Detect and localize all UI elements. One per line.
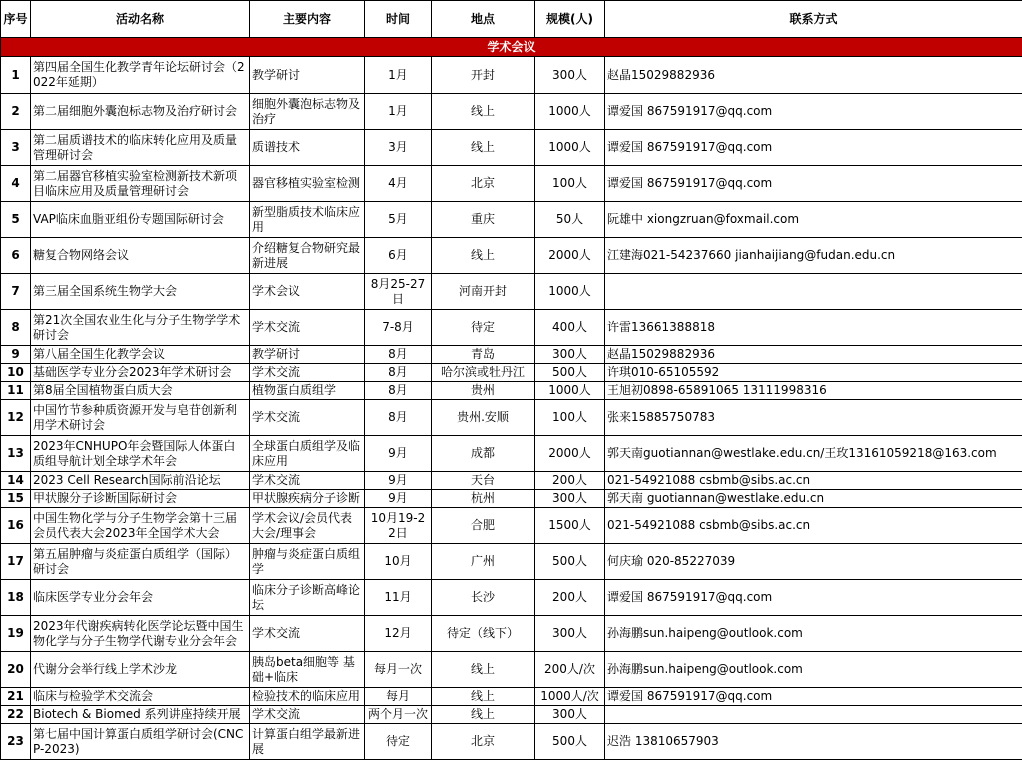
cell-content: 学术交流 <box>250 472 365 490</box>
cell-time: 10月 <box>365 544 432 580</box>
table-row <box>1 310 1022 346</box>
cell-content: 质谱技术 <box>250 130 365 166</box>
cell-name: 第二届器官移植实验室检测新技术新项目临床应用及质量管理研讨会 <box>31 166 250 202</box>
cell-index: 3 <box>1 130 31 166</box>
cell-time: 1月 <box>365 94 432 130</box>
table-row <box>1 616 1022 652</box>
cell-time: 7-8月 <box>365 310 432 346</box>
cell-index: 4 <box>1 166 31 202</box>
cell-scale: 500人 <box>535 544 605 580</box>
cell-scale: 300人 <box>535 346 605 364</box>
cell-content: 全球蛋白质组学及临床应用 <box>250 436 365 472</box>
cell-index: 22 <box>1 706 31 724</box>
cell-name: 代谢分会举行线上学术沙龙 <box>31 652 250 688</box>
cell-scale: 200人 <box>535 472 605 490</box>
cell-scale: 1000人 <box>535 130 605 166</box>
cell-content: 学术交流 <box>250 400 365 436</box>
cell-name: VAP临床血脂亚组份专题国际研讨会 <box>31 202 250 238</box>
cell-contact: 谭爱国 867591917@qq.com <box>605 688 1022 706</box>
table-row <box>1 688 1022 706</box>
table-row <box>1 472 1022 490</box>
table-row <box>1 130 1022 166</box>
cell-index: 7 <box>1 274 31 310</box>
cell-content: 教学研讨 <box>250 57 365 94</box>
cell-place: 线上 <box>432 130 535 166</box>
cell-index: 2 <box>1 94 31 130</box>
cell-contact: 孙海鹏sun.haipeng@outlook.com <box>605 616 1022 652</box>
cell-name: 临床医学专业分会年会 <box>31 580 250 616</box>
cell-place: 待定（线下） <box>432 616 535 652</box>
header-scale: 规模(人) <box>535 1 605 38</box>
cell-scale: 100人 <box>535 400 605 436</box>
cell-time: 每月一次 <box>365 652 432 688</box>
cell-name: 甲状腺分子诊断国际研讨会 <box>31 490 250 508</box>
cell-contact <box>605 274 1022 310</box>
cell-name: 2023年CNHUPO年会暨国际人体蛋白质组导航计划全球学术年会 <box>31 436 250 472</box>
cell-time: 5月 <box>365 202 432 238</box>
header-index: 序号 <box>1 1 31 38</box>
cell-contact: 谭爱国 867591917@qq.com <box>605 580 1022 616</box>
cell-scale: 500人 <box>535 724 605 760</box>
cell-content: 学术交流 <box>250 310 365 346</box>
cell-content: 学术交流 <box>250 616 365 652</box>
cell-name: 第八届全国生化教学会议 <box>31 346 250 364</box>
cell-name: 第8届全国植物蛋白质大会 <box>31 382 250 400</box>
cell-content: 学术交流 <box>250 706 365 724</box>
cell-place: 北京 <box>432 724 535 760</box>
cell-time: 8月 <box>365 400 432 436</box>
cell-content: 学术交流 <box>250 364 365 382</box>
cell-index: 19 <box>1 616 31 652</box>
cell-scale: 1000人/次 <box>535 688 605 706</box>
cell-content: 介绍糖复合物研究最新进展 <box>250 238 365 274</box>
cell-place: 杭州 <box>432 490 535 508</box>
cell-time: 待定 <box>365 724 432 760</box>
cell-name: 第七届中国计算蛋白质组学研讨会(CNCP-2023) <box>31 724 250 760</box>
cell-content: 教学研讨 <box>250 346 365 364</box>
cell-place: 线上 <box>432 688 535 706</box>
table-row <box>1 706 1022 724</box>
cell-contact: 谭爱国 867591917@qq.com <box>605 166 1022 202</box>
cell-contact: 郭天南 guotiannan@westlake.edu.cn <box>605 490 1022 508</box>
table-row <box>1 436 1022 472</box>
cell-content: 学术会议/会员代表大会/理事会 <box>250 508 365 544</box>
cell-index: 13 <box>1 436 31 472</box>
cell-scale: 300人 <box>535 706 605 724</box>
cell-content: 器官移植实验室检测 <box>250 166 365 202</box>
cell-place: 开封 <box>432 57 535 94</box>
cell-time: 12月 <box>365 616 432 652</box>
cell-contact: 郭天南guotiannan@westlake.edu.cn/王玫13161059218@163.com <box>605 436 1022 472</box>
cell-place: 贵州 <box>432 382 535 400</box>
cell-scale: 300人 <box>535 57 605 94</box>
cell-place: 合肥 <box>432 508 535 544</box>
cell-place: 北京 <box>432 166 535 202</box>
cell-content: 检验技术的临床应用 <box>250 688 365 706</box>
cell-time: 两个月一次 <box>365 706 432 724</box>
table-row <box>1 652 1022 688</box>
cell-time: 8月25-27日 <box>365 274 432 310</box>
cell-scale: 400人 <box>535 310 605 346</box>
cell-place: 长沙 <box>432 580 535 616</box>
cell-name: 第五届肿瘤与炎症蛋白质组学（国际）研讨会 <box>31 544 250 580</box>
cell-scale: 1500人 <box>535 508 605 544</box>
cell-index: 10 <box>1 364 31 382</box>
cell-name: 基础医学专业分会2023年学术研讨会 <box>31 364 250 382</box>
cell-name: 2023 Cell Research国际前沿论坛 <box>31 472 250 490</box>
cell-index: 18 <box>1 580 31 616</box>
cell-contact: 许琪010-65105592 <box>605 364 1022 382</box>
cell-place: 线上 <box>432 706 535 724</box>
table-row <box>1 544 1022 580</box>
header-row <box>1 1 1022 38</box>
table-row <box>1 274 1022 310</box>
cell-index: 12 <box>1 400 31 436</box>
cell-name: 第四届全国生化教学青年论坛研讨会（2022年延期） <box>31 57 250 94</box>
cell-time: 6月 <box>365 238 432 274</box>
cell-time: 9月 <box>365 490 432 508</box>
cell-name: 第三届全国系统生物学大会 <box>31 274 250 310</box>
cell-index: 17 <box>1 544 31 580</box>
cell-scale: 1000人 <box>535 94 605 130</box>
cell-place: 成都 <box>432 436 535 472</box>
cell-place: 河南开封 <box>432 274 535 310</box>
header-content: 主要内容 <box>250 1 365 38</box>
cell-contact: 赵晶15029882936 <box>605 346 1022 364</box>
cell-index: 11 <box>1 382 31 400</box>
table-row <box>1 580 1022 616</box>
cell-scale: 300人 <box>535 490 605 508</box>
cell-place: 线上 <box>432 238 535 274</box>
cell-scale: 2000人 <box>535 436 605 472</box>
cell-contact: 迟浩 13810657903 <box>605 724 1022 760</box>
cell-index: 6 <box>1 238 31 274</box>
cell-contact: 孙海鹏sun.haipeng@outlook.com <box>605 652 1022 688</box>
cell-name: Biotech & Biomed 系列讲座持续开展 <box>31 706 250 724</box>
cell-place: 线上 <box>432 652 535 688</box>
cell-time: 1月 <box>365 57 432 94</box>
cell-name: 第21次全国农业生化与分子生物学学术研讨会 <box>31 310 250 346</box>
cell-index: 23 <box>1 724 31 760</box>
cell-scale: 1000人 <box>535 274 605 310</box>
cell-content: 细胞外囊泡标志物及治疗 <box>250 94 365 130</box>
cell-content: 新型脂质技术临床应用 <box>250 202 365 238</box>
cell-index: 20 <box>1 652 31 688</box>
section-title: 学术会议 <box>1 38 1022 57</box>
table-row <box>1 724 1022 760</box>
cell-time: 10月19-22日 <box>365 508 432 544</box>
cell-content: 甲状腺疾病分子诊断 <box>250 490 365 508</box>
cell-content: 临床分子诊断高峰论坛 <box>250 580 365 616</box>
table-row <box>1 490 1022 508</box>
cell-contact: 阮雄中 xiongzruan@foxmail.com <box>605 202 1022 238</box>
cell-scale: 200人/次 <box>535 652 605 688</box>
table-row <box>1 166 1022 202</box>
cell-scale: 50人 <box>535 202 605 238</box>
cell-index: 8 <box>1 310 31 346</box>
cell-content: 植物蛋白质组学 <box>250 382 365 400</box>
cell-scale: 100人 <box>535 166 605 202</box>
cell-contact: 何庆瑜 020-85227039 <box>605 544 1022 580</box>
cell-scale: 200人 <box>535 580 605 616</box>
cell-contact: 江建海021-54237660 jianhaijiang@fudan.edu.cn <box>605 238 1022 274</box>
cell-content: 学术会议 <box>250 274 365 310</box>
cell-name: 中国竹节参种质资源开发与皂苷创新利用学术研讨会 <box>31 400 250 436</box>
cell-contact: 张来15885750783 <box>605 400 1022 436</box>
cell-name: 2023年代谢疾病转化医学论坛暨中国生物化学与分子生物学代谢专业分会年会 <box>31 616 250 652</box>
cell-content: 肿瘤与炎症蛋白质组学 <box>250 544 365 580</box>
cell-index: 5 <box>1 202 31 238</box>
section-row <box>1 38 1022 57</box>
cell-name: 中国生物化学与分子生物学会第十三届会员代表大会2023年全国学术大会 <box>31 508 250 544</box>
header-time: 时间 <box>365 1 432 38</box>
cell-contact: 谭爱国 867591917@qq.com <box>605 94 1022 130</box>
cell-place: 青岛 <box>432 346 535 364</box>
header-name: 活动名称 <box>31 1 250 38</box>
cell-index: 14 <box>1 472 31 490</box>
cell-content: 计算蛋白组学最新进展 <box>250 724 365 760</box>
table-row <box>1 508 1022 544</box>
table-row <box>1 382 1022 400</box>
cell-place: 重庆 <box>432 202 535 238</box>
cell-name: 糖复合物网络会议 <box>31 238 250 274</box>
cell-scale: 1000人 <box>535 382 605 400</box>
cell-place: 贵州.安顺 <box>432 400 535 436</box>
table-row <box>1 94 1022 130</box>
table-row <box>1 346 1022 364</box>
cell-name: 临床与检验学术交流会 <box>31 688 250 706</box>
cell-time: 8月 <box>365 382 432 400</box>
cell-scale: 300人 <box>535 616 605 652</box>
cell-place: 天台 <box>432 472 535 490</box>
cell-place: 待定 <box>432 310 535 346</box>
cell-time: 8月 <box>365 346 432 364</box>
header-contact: 联系方式 <box>605 1 1022 38</box>
table-row <box>1 238 1022 274</box>
cell-scale: 2000人 <box>535 238 605 274</box>
header-place: 地点 <box>432 1 535 38</box>
cell-time: 9月 <box>365 472 432 490</box>
cell-content: 胰岛beta细胞等 基础+临床 <box>250 652 365 688</box>
cell-name: 第二届质谱技术的临床转化应用及质量管理研讨会 <box>31 130 250 166</box>
cell-time: 11月 <box>365 580 432 616</box>
cell-index: 21 <box>1 688 31 706</box>
cell-time: 4月 <box>365 166 432 202</box>
cell-index: 1 <box>1 57 31 94</box>
cell-contact: 021-54921088 csbmb@sibs.ac.cn <box>605 472 1022 490</box>
cell-contact: 谭爱国 867591917@qq.com <box>605 130 1022 166</box>
cell-time: 3月 <box>365 130 432 166</box>
table-row <box>1 400 1022 436</box>
cell-time: 9月 <box>365 436 432 472</box>
cell-contact: 赵晶15029882936 <box>605 57 1022 94</box>
table-row <box>1 364 1022 382</box>
cell-contact <box>605 706 1022 724</box>
cell-index: 16 <box>1 508 31 544</box>
cell-name: 第二届细胞外囊泡标志物及治疗研讨会 <box>31 94 250 130</box>
cell-contact: 王旭初0898-65891065 13111998316 <box>605 382 1022 400</box>
table-row <box>1 202 1022 238</box>
cell-contact: 许雷13661388818 <box>605 310 1022 346</box>
cell-place: 哈尔滨或牡丹江 <box>432 364 535 382</box>
cell-index: 15 <box>1 490 31 508</box>
cell-scale: 500人 <box>535 364 605 382</box>
cell-place: 线上 <box>432 94 535 130</box>
cell-index: 9 <box>1 346 31 364</box>
cell-place: 广州 <box>432 544 535 580</box>
table-row <box>1 57 1022 94</box>
cell-contact: 021-54921088 csbmb@sibs.ac.cn <box>605 508 1022 544</box>
cell-time: 每月 <box>365 688 432 706</box>
cell-time: 8月 <box>365 364 432 382</box>
